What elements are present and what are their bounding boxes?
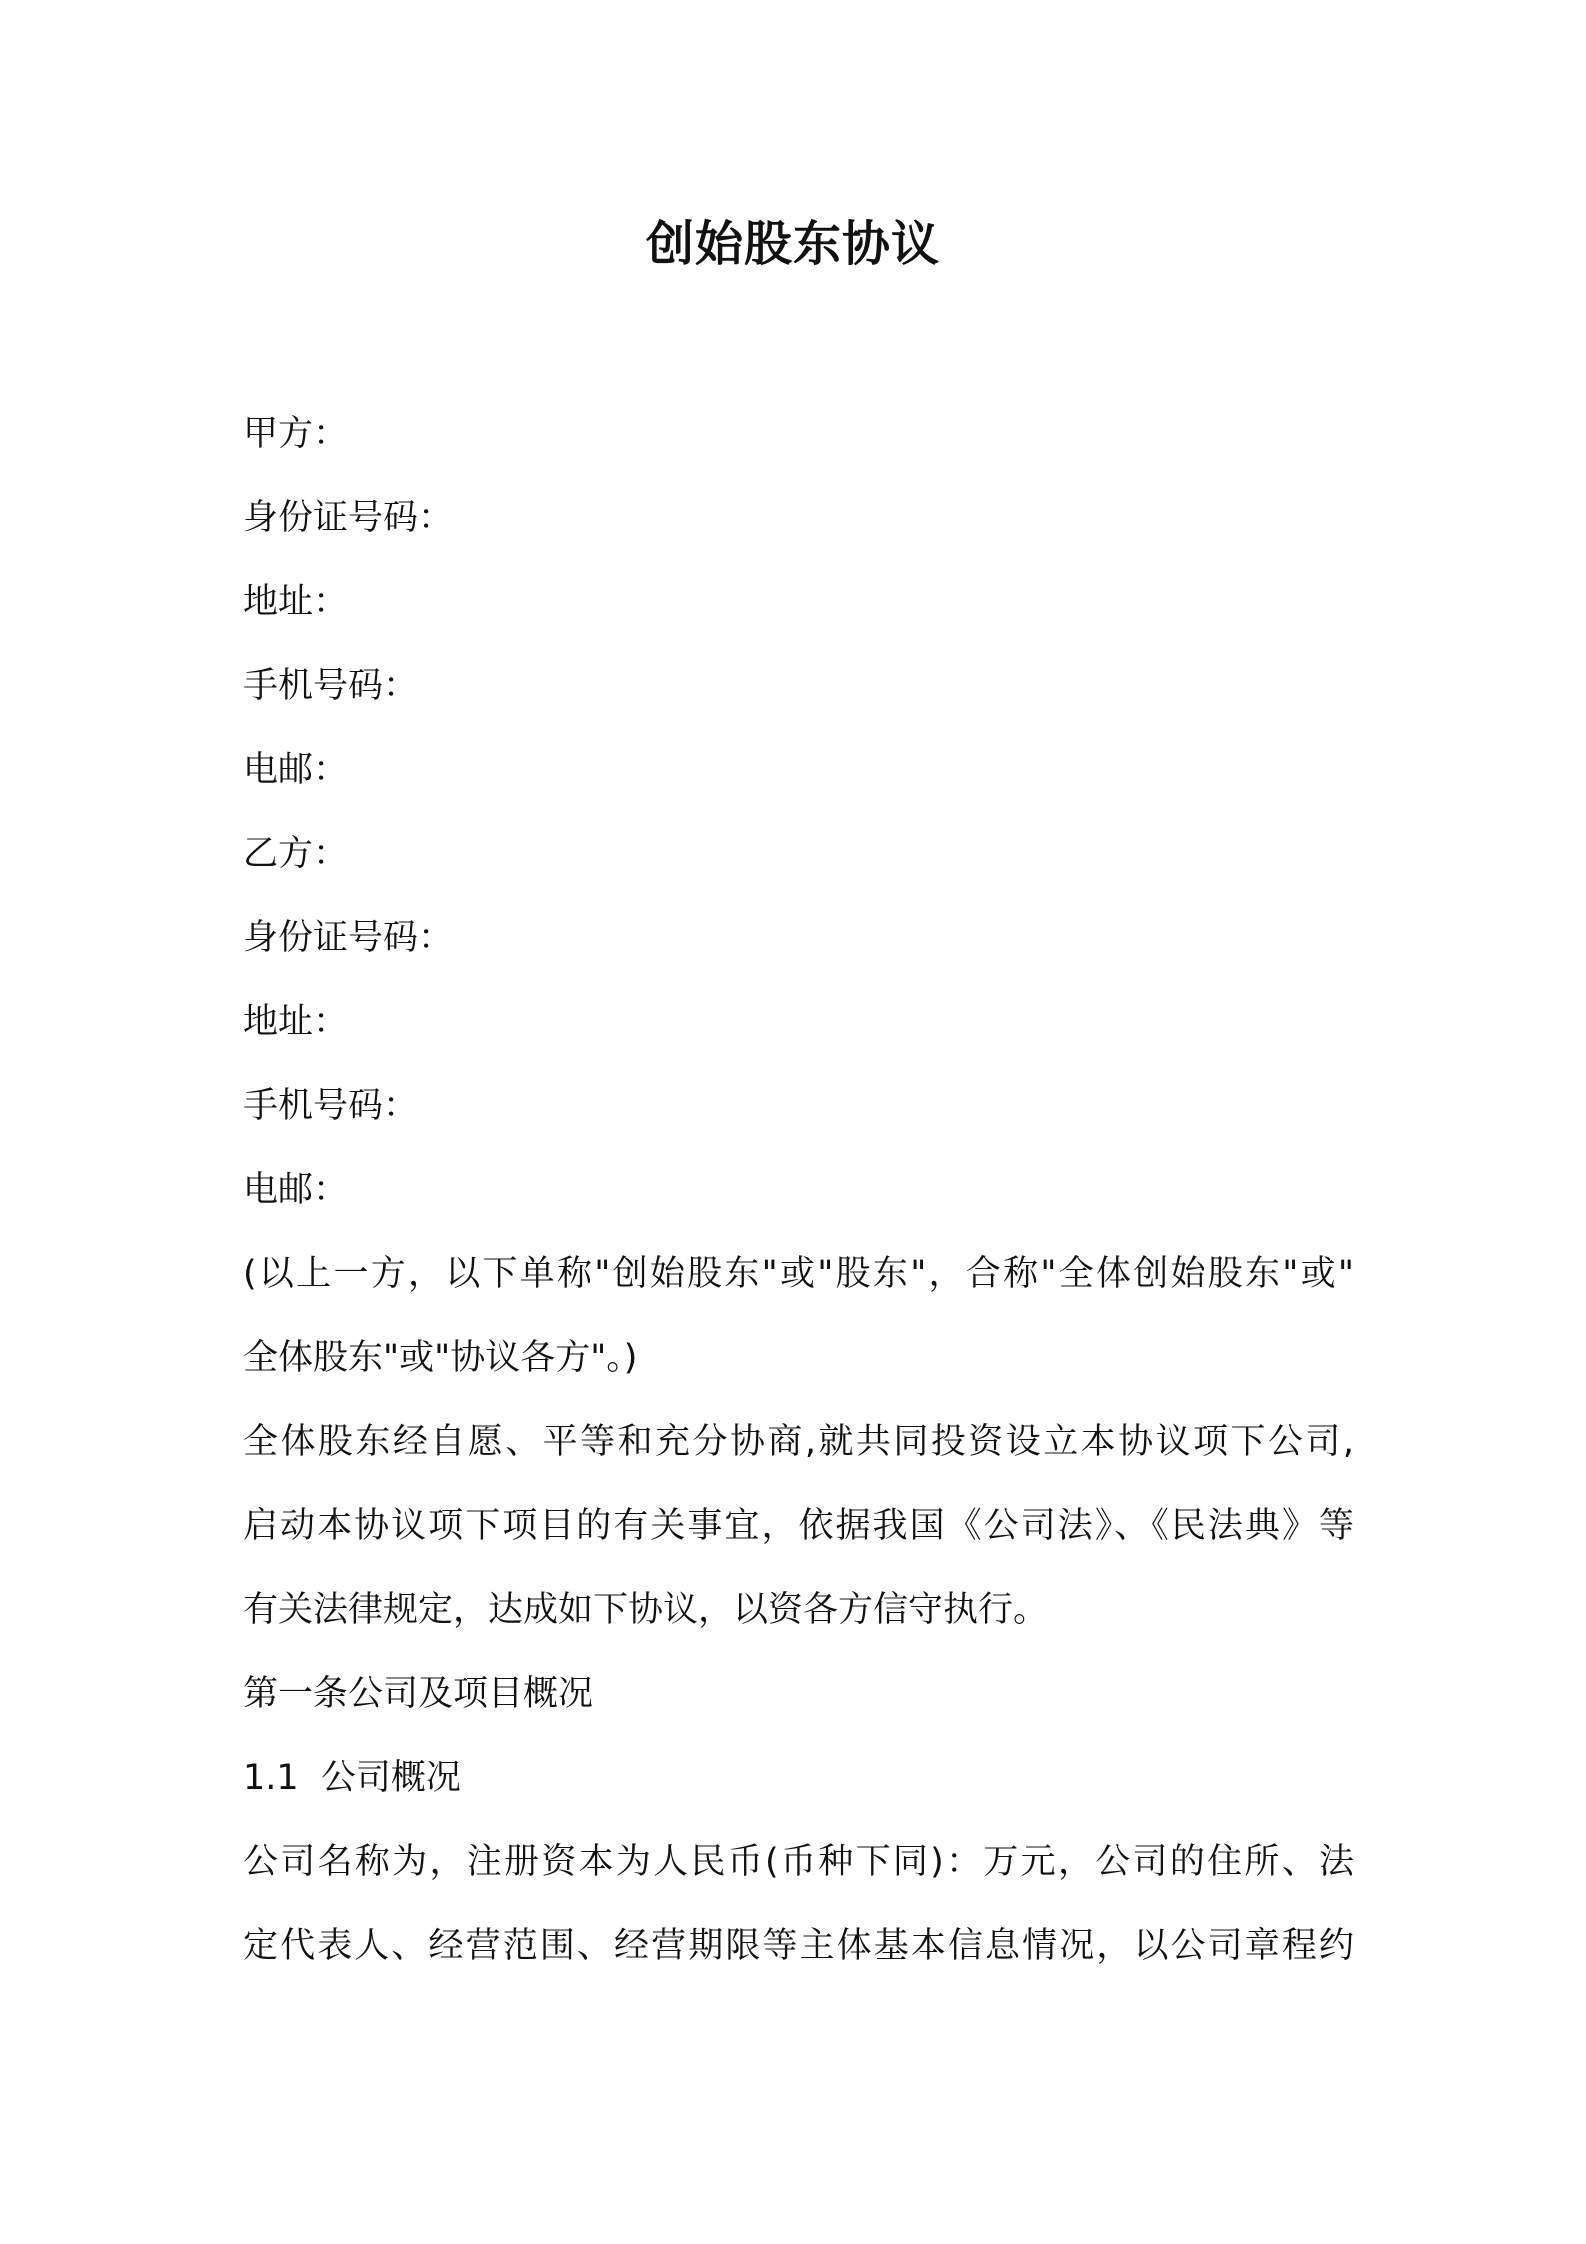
party-a-id-label: 身份证号码：	[243, 498, 454, 538]
party-note-line-2: 全体股东"或"协议各方"。)	[243, 1338, 638, 1378]
party-a-phone-label: 手机号码：	[243, 666, 419, 706]
section-1-1-line-1: 公司名称为，注册资本为人民币(币种下同)：万元，公司的住所、法	[243, 1842, 1354, 1882]
preamble-line-2: 启动本协议项下项目的有关事宜，依据我国《公司法》、《民法典》等	[243, 1506, 1354, 1546]
party-a-address-label: 地址：	[243, 582, 349, 622]
preamble-line-1: 全体股东经自愿、平等和充分协商,就共同投资设立本协议项下公司,	[243, 1422, 1354, 1462]
preamble-line-3: 有关法律规定，达成如下协议，以资各方信守执行。	[243, 1590, 1049, 1630]
party-b-address-label: 地址：	[243, 1002, 349, 1042]
party-b-phone-label: 手机号码：	[243, 1086, 419, 1126]
party-b-heading: 乙方：	[243, 834, 349, 874]
section-1-1-heading: 1.1 公司概况	[243, 1758, 461, 1798]
party-a-heading: 甲方：	[243, 414, 349, 454]
party-note-line-1: (以上一方，以下单称"创始股东"或"股东"，合称"全体创始股东"或"	[243, 1254, 1354, 1294]
party-b-email-label: 电邮：	[243, 1170, 349, 1210]
party-b-id-label: 身份证号码：	[243, 918, 454, 958]
section-1-1-line-2: 定代表人、经营范围、经营期限等主体基本信息情况，以公司章程约	[243, 1926, 1354, 1966]
party-a-email-label: 电邮：	[243, 750, 349, 790]
document-title: 创始股东协议	[645, 216, 940, 272]
article-1-heading: 第一条公司及项目概况	[243, 1674, 594, 1714]
